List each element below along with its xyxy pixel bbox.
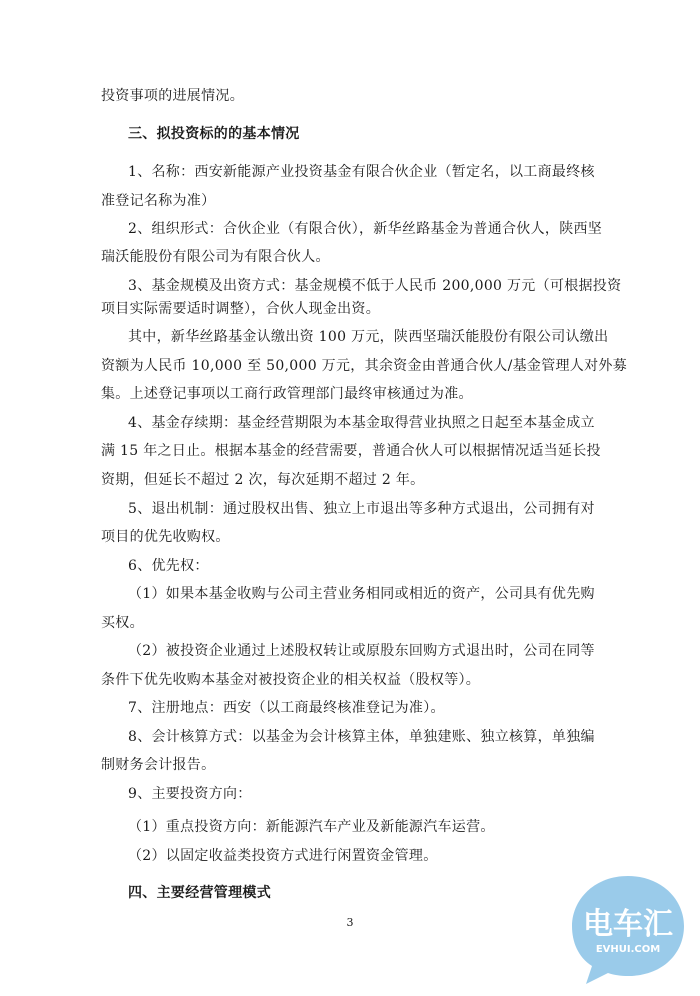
- text-line: 7、注册地点：西安（以工商最终核准登记为准）。: [128, 700, 445, 716]
- text-line: 9、主要投资方向：: [128, 786, 252, 802]
- evhui-watermark-logo: [566, 868, 690, 986]
- text-line: （1）重点投资方向：新能源汽车产业及新能源汽车运营。: [128, 819, 495, 835]
- text-line: 项目的优先收购权。: [101, 529, 230, 545]
- text-line: 项目实际需要适时调整），合伙人现金出资。: [101, 301, 380, 317]
- section-heading: 四、主要经营管理模式: [128, 885, 271, 901]
- section-heading: 三、拟投资标的的基本情况: [128, 126, 300, 142]
- text-line: 4、基金存续期：基金经营期限为本基金取得营业执照之日起至本基金成立: [128, 415, 595, 431]
- text-line: 准登记名称为准）: [101, 193, 216, 209]
- text-line: 制财务会计报告。: [101, 757, 216, 773]
- text-line: 投资事项的进展情况。: [101, 88, 244, 104]
- text-line: （1）如果本基金收购与公司主营业务相同或相近的资产，公司具有优先购: [128, 586, 595, 602]
- text-line: 8、会计核算方式：以基金为会计核算主体，单独建账、独立核算，单独编: [128, 729, 595, 745]
- text-line: 6、优先权：: [128, 558, 209, 574]
- text-line: 1、名称：西安新能源产业投资基金有限合伙企业（暂定名，以工商最终核: [128, 164, 595, 180]
- text-line: 资期，但延长不超过 2 次，每次延期不超过 2 年。: [101, 472, 425, 488]
- text-line: 集。上述登记事项以工商行政管理部门最终审核通过为准。: [101, 386, 473, 402]
- text-line: 其中，新华丝路基金认缴出资 100 万元，陕西坚瑞沃能股份有限公司认缴出: [128, 329, 609, 345]
- page-number: 3: [346, 916, 354, 929]
- watermark-domain-text: EVHUI.COM: [595, 944, 661, 955]
- watermark-logo-text: 电车汇: [583, 907, 673, 942]
- text-line: （2）被投资企业通过上述股权转让或原股东回购方式退出时，公司在同等: [128, 643, 595, 659]
- text-line: （2）以固定收益类投资方式进行闲置资金管理。: [128, 848, 438, 864]
- text-line: 5、退出机制：通过股权出售、独立上市退出等多种方式退出，公司拥有对: [128, 501, 595, 517]
- text-line: 资额为人民币 10,000 至 50,000 万元，其余资金由普通合伙人/基金管理人对外募: [101, 358, 627, 374]
- text-line: 瑞沃能股份有限公司为有限合伙人。: [101, 249, 330, 265]
- text-line: 买权。: [101, 615, 144, 631]
- text-line: 2、组织形式：合伙企业（有限合伙），新华丝路基金为普通合伙人，陕西坚: [128, 221, 603, 237]
- text-line: 3、基金规模及出资方式：基金规模不低于人民币 200,000 万元（可根据投资: [128, 278, 622, 294]
- text-line: 满 15 年之日止。根据本基金的经营需要，普通合伙人可以根据情况适当延长投: [101, 443, 601, 459]
- text-line: 条件下优先收购本基金对被投资企业的相关权益（股权等）。: [101, 672, 481, 688]
